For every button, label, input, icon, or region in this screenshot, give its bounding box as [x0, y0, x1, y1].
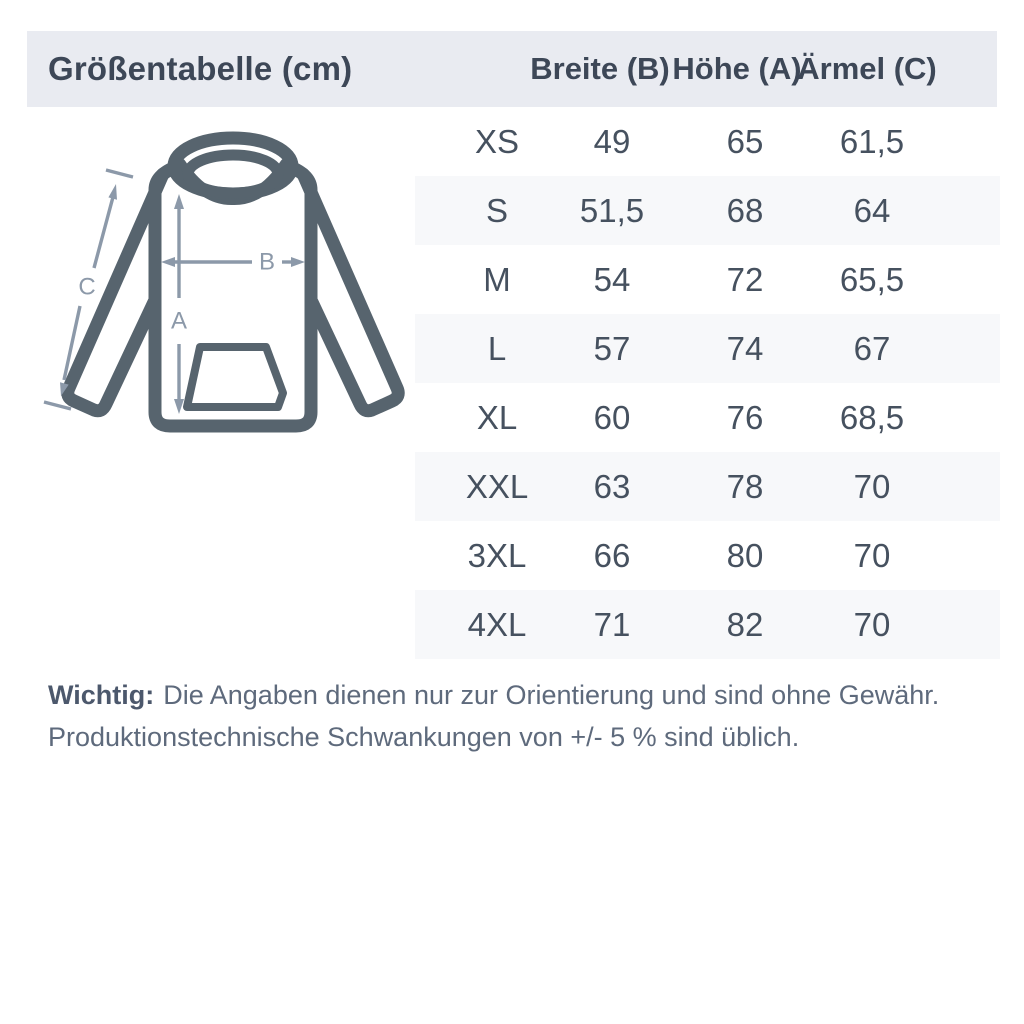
size-label: XL: [476, 398, 518, 436]
dimension-c-line-top: [94, 197, 113, 268]
value-breite: 51,5: [579, 191, 645, 229]
column-header-hoehe: Höhe (A): [672, 51, 802, 86]
value-breite: 63: [593, 467, 631, 505]
value-aermel: 70: [853, 605, 891, 643]
size-label: XXL: [465, 467, 529, 505]
table-header-band: [27, 31, 997, 107]
value-hoehe: 72: [726, 260, 764, 298]
dimension-label-a: A: [170, 307, 188, 335]
value-breite: 66: [593, 536, 631, 574]
value-hoehe: 68: [726, 191, 764, 229]
arrowhead-a-down: [174, 399, 184, 414]
dimension-label-c: C: [78, 273, 96, 301]
size-table-rows: [415, 107, 1000, 659]
value-aermel: 67: [853, 329, 891, 367]
value-hoehe: 76: [726, 398, 764, 436]
table-row: [415, 107, 1000, 176]
value-aermel: 65,5: [839, 260, 905, 298]
value-aermel: 68,5: [839, 398, 905, 436]
value-hoehe: 78: [726, 467, 764, 505]
table-row: [415, 383, 1000, 452]
dimension-c-tick-top: [106, 170, 133, 177]
value-breite: 57: [593, 329, 631, 367]
size-label: M: [483, 260, 511, 298]
value-breite: 54: [593, 260, 631, 298]
table-row: [415, 590, 1000, 659]
arrowhead-b-left: [161, 257, 175, 267]
dimension-label-b: B: [258, 248, 276, 276]
value-breite: 60: [593, 398, 631, 436]
hoodie-measurement-diagram: [30, 120, 430, 450]
table-row: [415, 452, 1000, 521]
value-hoehe: 74: [726, 329, 764, 367]
value-hoehe: 82: [726, 605, 764, 643]
value-aermel: 70: [853, 467, 891, 505]
size-label: XS: [474, 122, 520, 160]
table-row: [415, 521, 1000, 590]
value-hoehe: 80: [726, 536, 764, 574]
size-label: 4XL: [467, 605, 527, 643]
disclaimer-line1: Die Angaben dienen nur zur Orientierung und sind ohne Gewähr.: [163, 680, 940, 710]
value-aermel: 70: [853, 536, 891, 574]
size-label: S: [485, 191, 509, 229]
table-row: [415, 176, 1000, 245]
page-title: Größentabelle (cm): [48, 50, 353, 87]
arrowhead-b-right: [291, 257, 305, 267]
disclaimer-label: Wichtig:: [48, 680, 155, 710]
disclaimer-note: [48, 674, 939, 758]
value-breite: 49: [593, 122, 631, 160]
column-header-aermel: Ärmel (C): [797, 51, 937, 86]
value-breite: 71: [593, 605, 631, 643]
value-aermel: 64: [853, 191, 891, 229]
hoodie-pocket: [187, 347, 283, 407]
arrowhead-a-up: [174, 194, 184, 209]
value-aermel: 61,5: [839, 122, 905, 160]
hoodie-drawing: [30, 120, 430, 450]
table-row: [415, 245, 1000, 314]
disclaimer-line2: Produktionstechnische Schwankungen von +/- 5 % sind üblich.: [48, 722, 800, 752]
value-hoehe: 65: [726, 122, 764, 160]
hood-inner-ring: [188, 155, 278, 193]
column-header-breite: Breite (B): [530, 51, 670, 86]
size-label: 3XL: [467, 536, 527, 574]
size-label: L: [487, 329, 507, 367]
arrowhead-c-up: [108, 184, 117, 200]
table-row: [415, 314, 1000, 383]
